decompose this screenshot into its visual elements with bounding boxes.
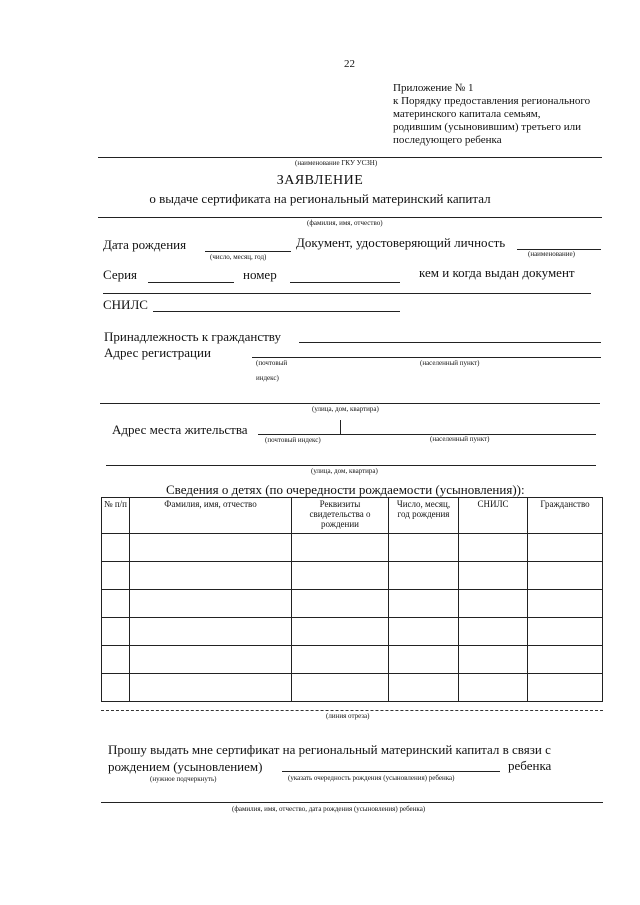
appendix-line: к Порядку предоставления регионального: [393, 95, 591, 107]
column-header: Гражданство: [528, 498, 603, 534]
column-header: СНИЛС: [459, 498, 528, 534]
issued-by-line[interactable]: [103, 293, 591, 294]
appendix-line: последующего ребенка: [393, 134, 502, 146]
number-line[interactable]: [290, 282, 400, 283]
org-caption: (наименование ГКУ УСЗН): [295, 159, 378, 167]
table-row: [102, 618, 603, 646]
series-line[interactable]: [148, 282, 234, 283]
table-cell[interactable]: [389, 646, 459, 674]
column-header: Число, месяц, год рождения: [389, 498, 459, 534]
appendix-line: родившим (усыновившим) третьего или: [393, 121, 582, 133]
table-cell[interactable]: [292, 534, 389, 562]
street-caption: (улица, дом, квартира): [311, 467, 378, 475]
snils-line[interactable]: [153, 311, 400, 312]
org-line[interactable]: [98, 157, 602, 158]
field-divider: [340, 420, 341, 435]
table-cell[interactable]: [528, 646, 603, 674]
cut-line: [101, 710, 603, 711]
table-cell[interactable]: [130, 590, 292, 618]
child-fio-line[interactable]: [101, 802, 603, 803]
table-cell[interactable]: [292, 562, 389, 590]
birth-date-label: Дата рождения: [103, 237, 187, 252]
table-cell[interactable]: [459, 674, 528, 702]
reg-address-line[interactable]: [252, 357, 601, 358]
children-heading: Сведения о детях (по очередности рождаемости (усыновления)):: [166, 482, 525, 497]
table-cell[interactable]: [389, 534, 459, 562]
column-header: Фамилия, имя, отчество: [130, 498, 292, 534]
document-title: ЗАЯВЛЕНИЕ: [276, 173, 364, 188]
reg-address-label: Адрес регистрации: [104, 345, 211, 360]
table-cell[interactable]: [528, 618, 603, 646]
street-caption: (улица, дом, квартира): [312, 405, 379, 413]
table-cell[interactable]: [459, 590, 528, 618]
citizenship-line[interactable]: [299, 342, 601, 343]
series-label: Серия: [103, 267, 138, 282]
birth-date-caption: (число, месяц, год): [210, 253, 267, 261]
identity-doc-label: Документ, удостоверяющий личность: [296, 235, 506, 250]
child-fio-caption: (фамилия, имя, отчество, дата рождения (усыновления) ребенка): [232, 805, 426, 813]
postal-index-caption: (почтовый: [256, 359, 288, 367]
table-cell[interactable]: [459, 562, 528, 590]
request-text: рождением (усыновлением): [108, 759, 263, 774]
table-cell[interactable]: [459, 646, 528, 674]
request-text: Прошу выдать мне сертификат на региональный материнский капитал в связи с: [108, 742, 551, 757]
postal-index-caption: (почтовый индекс): [265, 436, 321, 444]
table-cell[interactable]: [130, 674, 292, 702]
table-cell[interactable]: [389, 618, 459, 646]
request-text: ребенка: [508, 758, 552, 773]
document-subtitle: о выдаче сертификата на региональный материнский капитал: [149, 191, 491, 206]
table-row: [102, 562, 603, 590]
column-header: № п/п: [102, 498, 130, 534]
residence-street-line[interactable]: [106, 465, 596, 466]
table-cell[interactable]: [102, 618, 130, 646]
table-cell[interactable]: [389, 674, 459, 702]
postal-index-caption: индекс): [256, 374, 279, 382]
snils-label: СНИЛС: [103, 297, 148, 312]
page-number: 22: [344, 58, 355, 70]
table-cell[interactable]: [292, 646, 389, 674]
identity-doc-caption: (наименование): [528, 250, 575, 258]
table-cell[interactable]: [528, 534, 603, 562]
citizenship-label: Принадлежность к гражданству: [104, 329, 281, 344]
birth-date-line[interactable]: [205, 251, 291, 252]
table-cell[interactable]: [130, 534, 292, 562]
table-row: [102, 674, 603, 702]
cut-line-caption: (линия отреза): [326, 712, 370, 720]
settlement-caption: (населенный пункт): [430, 435, 490, 443]
table-row: [102, 590, 603, 618]
order-caption: (указать очередность рождения (усыновления) ребенка): [288, 774, 455, 782]
table-cell[interactable]: [389, 562, 459, 590]
table-cell[interactable]: [102, 646, 130, 674]
table-cell[interactable]: [528, 562, 603, 590]
table-cell[interactable]: [130, 618, 292, 646]
table-cell[interactable]: [102, 562, 130, 590]
table-cell[interactable]: [459, 618, 528, 646]
table-cell[interactable]: [130, 562, 292, 590]
issued-by-label: кем и когда выдан документ: [419, 265, 575, 280]
table-cell[interactable]: [130, 646, 292, 674]
table-cell[interactable]: [528, 590, 603, 618]
table-cell[interactable]: [292, 590, 389, 618]
child-order-line[interactable]: [282, 771, 500, 772]
table-row: [102, 534, 603, 562]
residence-address-line[interactable]: [258, 434, 596, 435]
table-cell[interactable]: [102, 590, 130, 618]
table-cell[interactable]: [292, 674, 389, 702]
table-cell[interactable]: [389, 590, 459, 618]
underline-caption: (нужное подчеркнуть): [150, 775, 217, 783]
children-table: [101, 497, 603, 702]
number-label: номер: [243, 267, 277, 282]
settlement-caption: (населенный пункт): [420, 359, 480, 367]
fio-line[interactable]: [98, 217, 602, 218]
table-cell[interactable]: [528, 674, 603, 702]
table-cell[interactable]: [292, 618, 389, 646]
table-row: [102, 646, 603, 674]
appendix-line: материнского капитала семьям,: [393, 108, 541, 120]
table-cell[interactable]: [459, 534, 528, 562]
reg-street-line[interactable]: [100, 403, 600, 404]
table-cell[interactable]: [102, 674, 130, 702]
table-cell[interactable]: [102, 534, 130, 562]
appendix-block: [393, 82, 590, 147]
appendix-line: Приложение № 1: [393, 82, 474, 94]
residence-address-label: Адрес места жительства: [112, 422, 248, 437]
column-header: Реквизиты свидетельства о рождении: [292, 498, 389, 534]
fio-caption: (фамилия, имя, отчество): [307, 219, 383, 227]
